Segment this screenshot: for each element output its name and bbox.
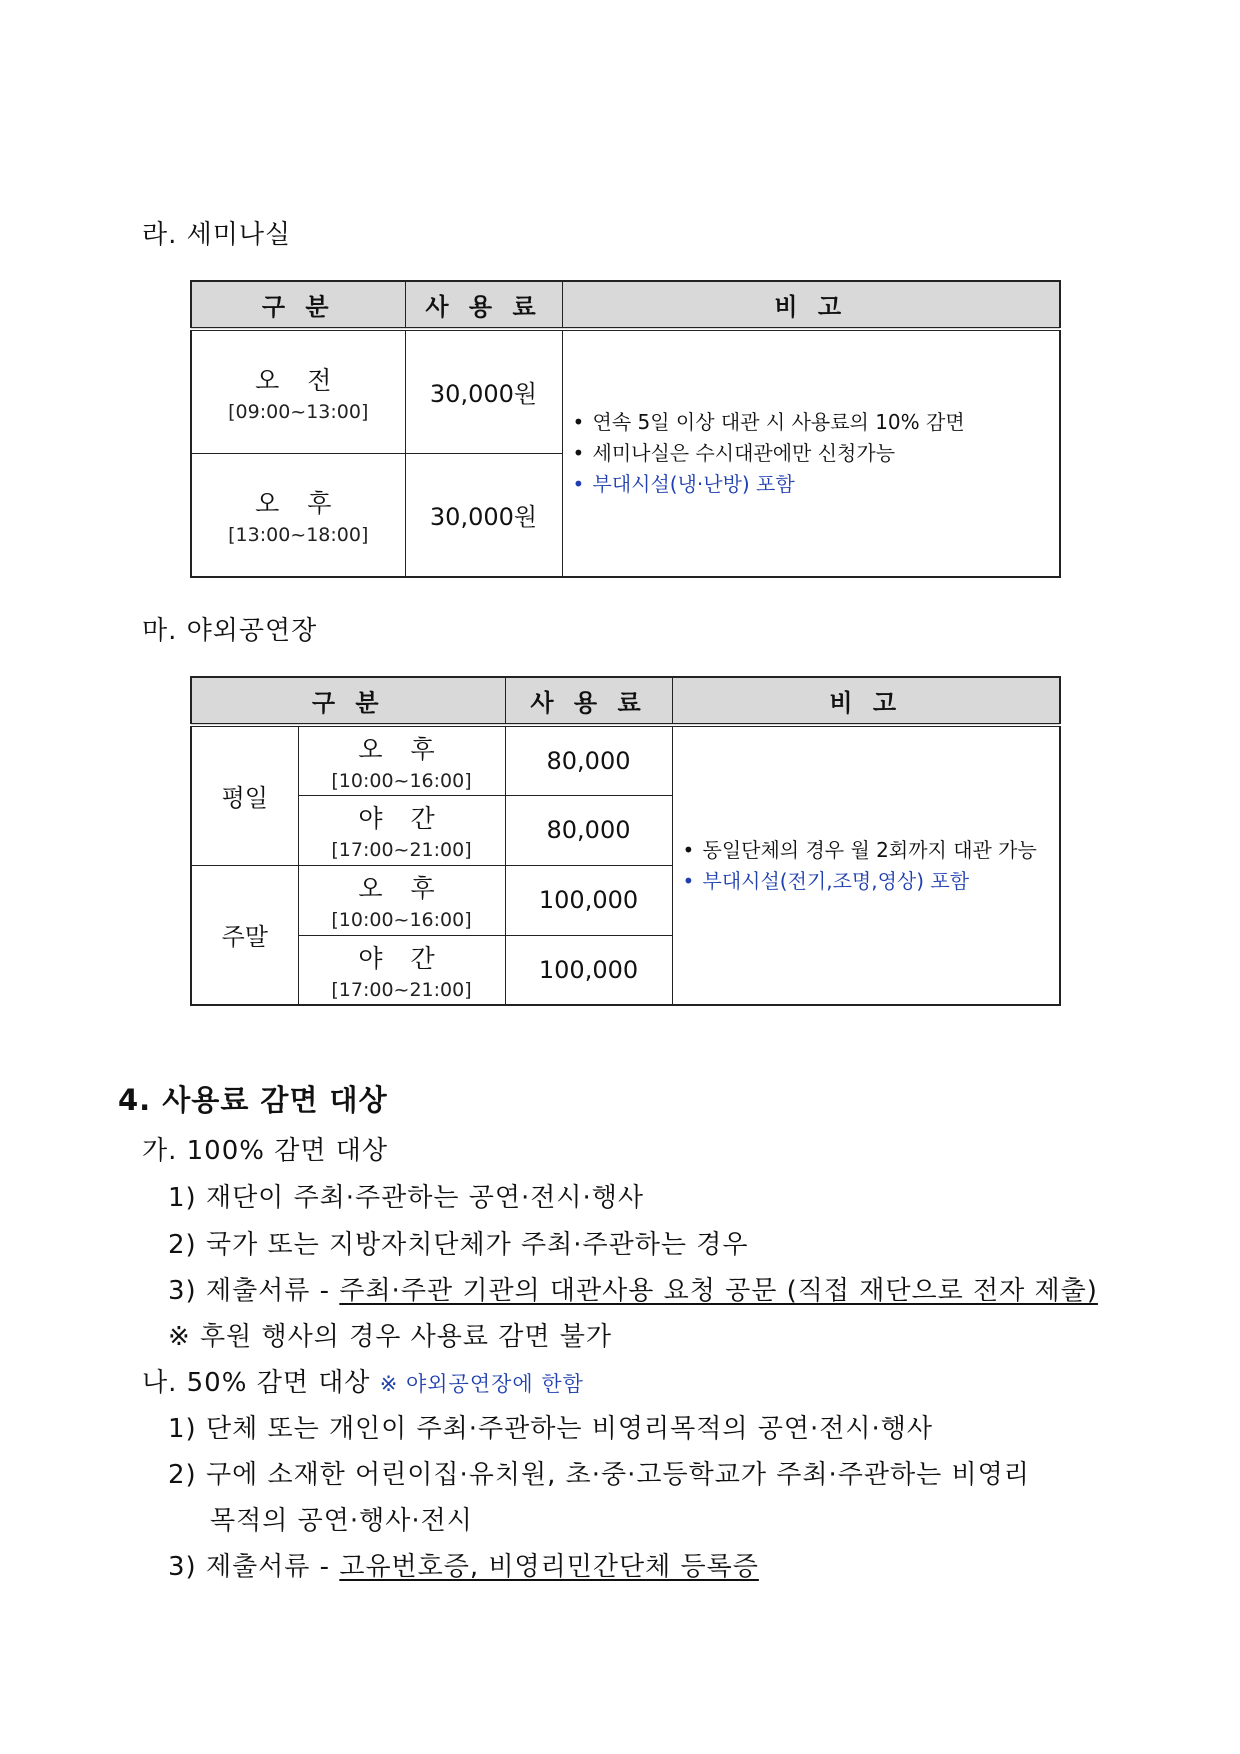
- fee-value: 30,000원: [405, 329, 562, 453]
- header-category: 구 분: [191, 677, 505, 725]
- time-slot-cell: [298, 795, 505, 865]
- discount-a-title: 가. 100% 감면 대상: [142, 1136, 388, 1166]
- table-row: [191, 725, 1060, 795]
- time-slot-cell: [191, 329, 405, 453]
- discount-a-item-3: [168, 1270, 1098, 1307]
- remark-item: • 세미나실은 수시대관에만 신청가능: [573, 438, 1060, 469]
- time-range: [10:00~16:00]: [331, 769, 472, 792]
- discount-b-item-3-prefix: 3) 제출서류 -: [168, 1552, 340, 1582]
- remarks-cell: [672, 725, 1060, 1005]
- fee-value: 80,000: [505, 725, 672, 795]
- weekday-group-label: 평일: [191, 725, 298, 865]
- discount-b-title: 나. 50% 감면 대상: [142, 1368, 371, 1398]
- discount-b-item-2-line-2: 목적의 공연·행사·전시: [210, 1506, 473, 1536]
- time-slot-label: 오 후: [255, 488, 342, 518]
- outdoor-fee-table: [190, 676, 1061, 1006]
- header-remarks: 비 고: [562, 281, 1060, 329]
- discount-a-item-3-prefix: 3) 제출서류 -: [168, 1276, 340, 1306]
- time-slot-label: 야 간: [358, 943, 445, 973]
- time-slot-cell: [298, 725, 505, 795]
- discount-a-required-docs: 주최·주관 기관의 대관사용 요청 공문 (직접 재단으로 전자 제출): [339, 1276, 1098, 1306]
- time-range: [09:00~13:00]: [228, 400, 369, 423]
- discount-b-item-1: 1) 단체 또는 개인이 주최·주관하는 비영리목적의 공연·전시·행사: [168, 1414, 933, 1444]
- time-slot-label: 오 후: [358, 874, 445, 903]
- discount-b-item-2-line-1: 2) 구에 소재한 어린이집·유치원, 초·중·고등학교가 주최·주관하는 비영리: [168, 1460, 1030, 1490]
- time-slot-label: 오 전: [255, 365, 342, 395]
- header-fee: 사 용 료: [405, 281, 562, 329]
- time-slot-cell: [191, 453, 405, 577]
- remark-item: • 동일단체의 경우 월 2회까지 대관 가능: [683, 835, 1060, 866]
- outdoor-section-title: 마. 야외공연장: [142, 616, 318, 646]
- time-slot-label: 오 후: [358, 734, 445, 764]
- header-category: 구 분: [191, 281, 405, 329]
- discount-a-note: ※ 후원 행사의 경우 사용료 감면 불가: [168, 1322, 612, 1352]
- time-range: [13:00~18:00]: [228, 523, 369, 546]
- time-range: [17:00~21:00]: [331, 978, 472, 1001]
- time-range: [17:00~21:00]: [331, 839, 472, 861]
- remarks-cell: [562, 329, 1060, 577]
- time-range: [10:00~16:00]: [331, 909, 472, 931]
- time-slot-cell: [298, 865, 505, 935]
- time-slot-label: 야 간: [358, 804, 445, 833]
- fee-value: 80,000: [505, 795, 672, 865]
- header-remarks: 비 고: [672, 677, 1060, 725]
- weekend-group-label: 주말: [191, 865, 298, 1005]
- header-fee: 사 용 료: [505, 677, 672, 725]
- fee-value: 30,000원: [405, 453, 562, 577]
- remark-item: • 연속 5일 이상 대관 시 사용료의 10% 감면: [573, 407, 1060, 438]
- time-slot-cell: [298, 935, 505, 1005]
- discount-b-item-3: [168, 1546, 759, 1583]
- table-row: [191, 329, 1060, 453]
- fee-value: 100,000: [505, 935, 672, 1005]
- discount-b-required-docs: 고유번호증, 비영리민간단체 등록증: [339, 1552, 759, 1582]
- fee-value: 100,000: [505, 865, 672, 935]
- seminar-section-title: 라. 세미나실: [142, 220, 292, 250]
- discount-a-item-1: 1) 재단이 주최·주관하는 공연·전시·행사: [168, 1183, 645, 1213]
- discount-b-title-note: ※ 야외공연장에 한함: [379, 1372, 584, 1396]
- discount-a-item-2: 2) 국가 또는 지방자치단체가 주최·주관하는 경우: [168, 1230, 749, 1260]
- remark-item: • 부대시설(전기,조명,영상) 포함: [683, 866, 1060, 897]
- remark-item: • 부대시설(냉·난방) 포함: [573, 469, 1060, 500]
- discount-b-title-line: [142, 1362, 584, 1399]
- discount-heading: 4. 사용료 감면 대상: [118, 1083, 388, 1117]
- seminar-fee-table: [190, 280, 1061, 578]
